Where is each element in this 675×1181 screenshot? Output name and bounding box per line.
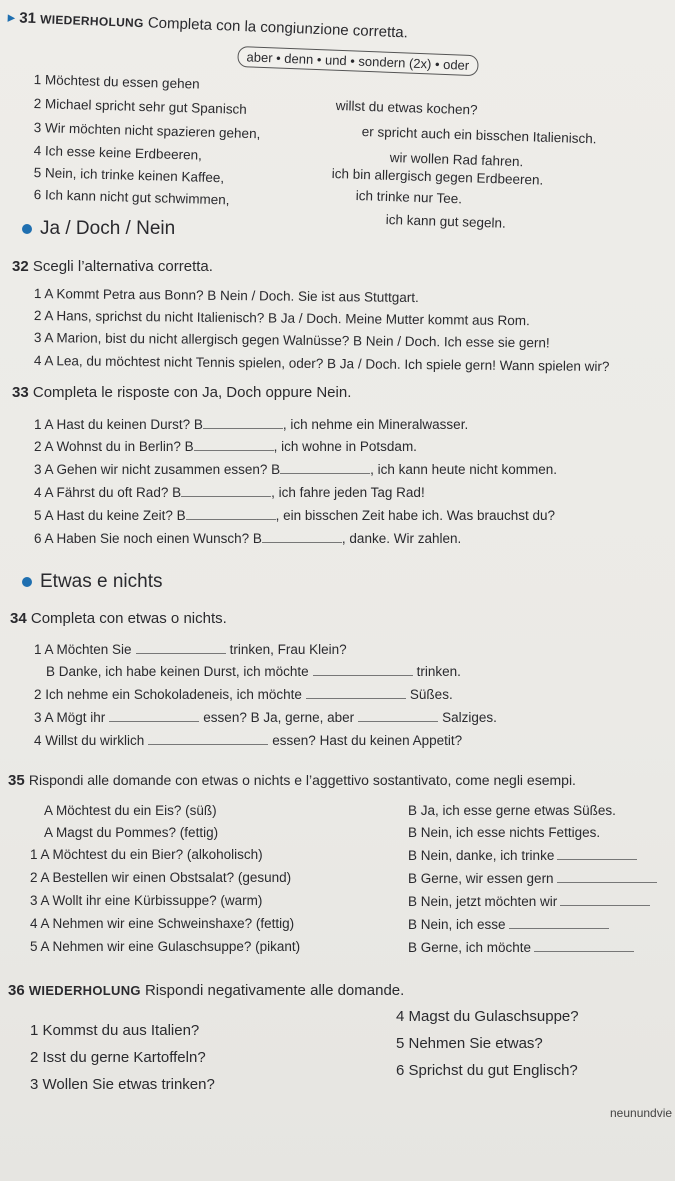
answer-blank[interactable] <box>194 438 274 451</box>
ex35-q-ex2: A Magst du Pommes? (fettig) <box>44 825 219 840</box>
page-number: neunundvie <box>610 1106 673 1120</box>
exercise-35-title <box>8 772 576 789</box>
ex35-q-5: 5 A Nehmen wir eine Gulaschsuppe? (pikant) <box>30 939 301 954</box>
exercise-instruction: Rispondi alle domande con etwas o nichts e l’aggettivo sostantivato, come negli esempi. <box>28 772 576 788</box>
answer-blank[interactable] <box>560 893 650 906</box>
ex36-item-2: 2 Isst du gerne Kartoffeln? <box>30 1049 206 1066</box>
ex35-a-1: B Nein, danke, ich trinke <box>408 847 637 863</box>
ex34-line-2: B Danke, ich habe keinen Durst, ich möchte trinken. <box>46 664 461 679</box>
exercise-number: 35 <box>8 772 25 789</box>
ex31-right-5: ich trinke nur Tee. <box>355 188 463 207</box>
ex31-left-4: 4 Ich esse keine Erdbeeren, <box>33 143 203 163</box>
bullet-icon <box>22 224 32 234</box>
exercise-32-title <box>12 258 213 275</box>
ex33-item-6: 6 A Haben Sie noch einen Wunsch? B , danke. Wir zahlen. <box>34 531 462 546</box>
ex35-a-4: B Nein, ich esse <box>408 916 609 932</box>
ex36-item-6: 6 Sprichst du gut Englisch? <box>396 1062 578 1079</box>
ex31-left-3: 3 Wir möchten nicht spazieren gehen, <box>33 120 261 142</box>
exercise-36-title <box>8 982 404 999</box>
exercise-number: 36 <box>8 982 25 999</box>
exercise-tag: WIEDERHOLUNG <box>39 12 144 31</box>
ex31-left-2: 2 Michael spricht sehr gut Spanisch <box>33 96 248 117</box>
exercise-number: 33 <box>12 384 29 401</box>
exercise-instruction: Completa con la congiunzione corretta. <box>147 14 409 42</box>
ex32-item-3: 3 A Marion, bist du nicht allergisch gegen Walnüsse? B Nein / Doch. Ich esse sie gern! <box>33 330 550 351</box>
section-title: Etwas e nichts <box>40 571 163 592</box>
answer-blank[interactable] <box>306 686 406 699</box>
ex35-q-4: 4 A Nehmen wir eine Schweinshaxe? (fettig) <box>30 916 295 931</box>
answer-blank[interactable] <box>557 870 657 883</box>
exercise-tag: WIEDERHOLUNG <box>28 983 141 998</box>
exercise-instruction: Rispondi negativamente alle domande. <box>144 982 405 999</box>
ex35-a-ex2: B Nein, ich esse nichts Fettiges. <box>408 825 601 840</box>
answer-blank[interactable] <box>313 663 413 676</box>
ex35-a-2: B Gerne, wir essen gern <box>408 870 657 886</box>
exercise-number: 32 <box>12 258 29 275</box>
bullet-icon <box>22 577 32 587</box>
exercise-31 <box>7 8 408 41</box>
answer-blank[interactable] <box>509 916 609 929</box>
ex35-q-1: 1 A Möchtest du ein Bier? (alkoholisch) <box>30 847 263 862</box>
ex35-a-ex1: B Ja, ich esse gerne etwas Süßes. <box>408 803 616 818</box>
exercise-31-title: ▸ 31 WIEDERHOLUNG Completa con la congiunzione corretta. <box>7 8 409 42</box>
ex35-q-3: 3 A Wollt ihr eine Kürbissuppe? (warm) <box>30 893 263 908</box>
ex36-item-4: 4 Magst du Gulaschsuppe? <box>396 1008 579 1025</box>
section-title: Ja / Doch / Nein <box>40 218 176 239</box>
exercise-instruction: Scegli l’alternativa corretta. <box>32 258 213 275</box>
ex35-q-ex1: A Möchtest du ein Eis? (süß) <box>44 803 217 818</box>
answer-blank[interactable] <box>557 847 637 860</box>
ex31-right-6: ich kann gut segeln. <box>385 212 507 231</box>
exercise-instruction: Completa con etwas o nichts. <box>30 610 227 627</box>
ex33-item-5: 5 A Hast du keine Zeit? B , ein bisschen Zeit habe ich. Was brauchst du? <box>34 508 555 523</box>
ex31-left-1: 1 Möchtest du essen gehen <box>33 72 200 92</box>
ex34-line-4: 3 A Mögt ihr essen? B Ja, gerne, aber Salziges. <box>34 710 497 725</box>
ex34-line-1: 1 A Möchten Sie trinken, Frau Klein? <box>34 642 347 657</box>
exercise-number: 34 <box>10 610 27 627</box>
word-box: aber • denn • und • sondern (2x) • oder <box>237 46 478 76</box>
exercise-number: 31 <box>19 9 37 28</box>
ex31-left-6: 6 Ich kann nicht gut schwimmen, <box>33 187 230 208</box>
ex31-right-2: er spricht auch ein bisschen Italienisch. <box>361 124 597 147</box>
exercise-33-title <box>12 384 351 401</box>
section-ja-doch-nein <box>22 218 175 240</box>
section-etwas-nichts <box>22 571 163 593</box>
ex33-item-2: 2 A Wohnst du in Berlin? B , ich wohne in Potsdam. <box>34 439 417 454</box>
ex36-item-1: 1 Kommst du aus Italien? <box>30 1022 200 1039</box>
ex31-right-3: wir wollen Rad fahren. <box>389 150 524 170</box>
ex36-item-3: 3 Wollen Sie etwas trinken? <box>30 1076 215 1093</box>
ex35-q-2: 2 A Bestellen wir einen Obstsalat? (gesund) <box>30 870 292 885</box>
answer-blank[interactable] <box>280 461 370 474</box>
ex35-a-5: B Gerne, ich möchte <box>408 939 634 955</box>
answer-blank[interactable] <box>534 939 634 952</box>
ex33-item-3: 3 A Gehen wir nicht zusammen essen? B , ich kann heute nicht kommen. <box>34 462 557 477</box>
answer-blank[interactable] <box>358 709 438 722</box>
ex32-item-2: 2 A Hans, sprichst du nicht Italienisch? B Ja / Doch. Meine Mutter kommt aus Rom. <box>33 308 530 329</box>
ex31-right-1: willst du etwas kochen? <box>335 98 478 118</box>
answer-blank[interactable] <box>186 507 276 520</box>
ex31-right-4: ich bin allergisch gegen Erdbeeren. <box>331 166 544 188</box>
ex34-line-5: 4 Willst du wirklich essen? Hast du keinen Appetit? <box>34 733 463 748</box>
answer-blank[interactable] <box>148 732 268 745</box>
ex35-a-3: B Nein, jetzt möchten wir <box>408 893 650 909</box>
ex32-item-4: 4 A Lea, du möchtest nicht Tennis spielen, oder? B Ja / Doch. Ich spiele gern! Wann spielen wir? <box>33 353 610 375</box>
ex31-left-5: 5 Nein, ich trinke keinen Kaffee, <box>33 165 225 186</box>
answer-blank[interactable] <box>109 709 199 722</box>
answer-blank[interactable] <box>136 641 226 654</box>
ex34-line-3: 2 Ich nehme ein Schokoladeneis, ich möchte Süßes. <box>34 687 453 702</box>
answer-blank[interactable] <box>203 416 283 429</box>
ex36-item-5: 5 Nehmen Sie etwas? <box>396 1035 543 1052</box>
exercise-34-title <box>10 610 227 627</box>
ex33-item-1: 1 A Hast du keinen Durst? B , ich nehme ein Mineralwasser. <box>34 417 469 432</box>
exercise-instruction: Completa le risposte con Ja, Doch oppure Nein. <box>32 384 352 401</box>
answer-blank[interactable] <box>181 484 271 497</box>
ex33-item-4: 4 A Fährst du oft Rad? B , ich fahre jeden Tag Rad! <box>34 485 425 500</box>
answer-blank[interactable] <box>262 530 342 543</box>
ex32-item-1: 1 A Kommt Petra aus Bonn? B Nein / Doch. Sie ist aus Stuttgart. <box>33 286 419 306</box>
